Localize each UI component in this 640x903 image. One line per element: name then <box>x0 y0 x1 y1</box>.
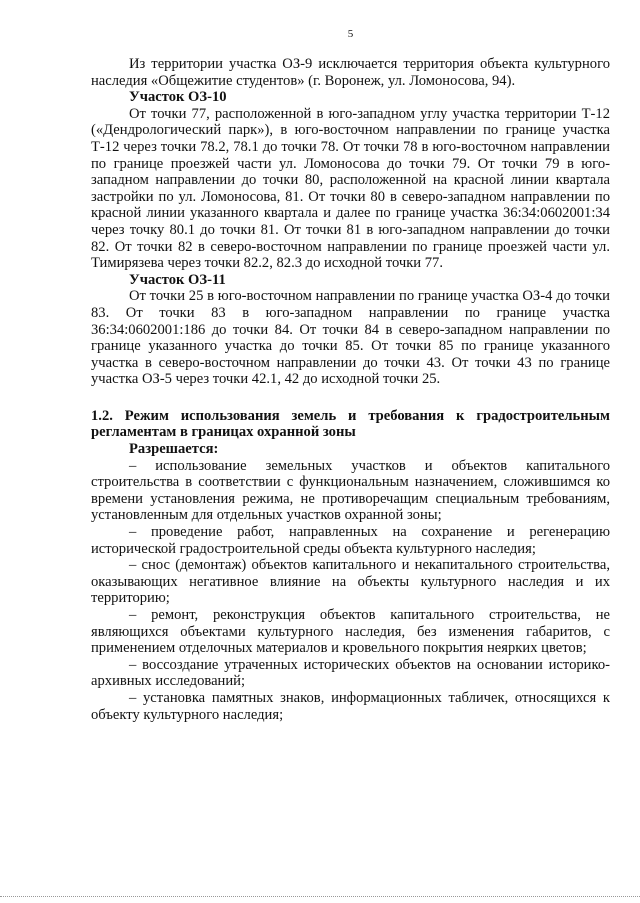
plot-oz11-text: От точки 25 в юго-восточном направлении по границе участка ОЗ-4 до точки 83. От точки 83 в юго-западном направлении по границе участка 36:34:0602001:186 до точки 84. От точки 84 в северо-западном направлении по границе указанного участка до точки 85. От точки 85 по границе указанного участка в северо-восточном направлении до точки 43. От точки 43 по границе участка ОЗ-5 через точки 42.1, 42 до исходной точки 25. <box>91 288 610 388</box>
bottom-rule <box>0 896 640 897</box>
plot-oz10-text: От точки 77, расположенной в юго-западном углу участка территории Т-12 («Дендрологический парк»), в юго-восточном направлении по границе участка Т-12 через точки 78.2, 78.1 до точки 78. От точки 78 в юго-восточном направлении по границе проезжей части ул. Ломоносова до точки 79. От точки 79 в юго-западном направлении до точки 80, расположенной на красной линии квартала застройки по ул. Ломоносова, 81. От точки 80 в северо-западном направлении по красной линии указанного квартала и далее по границе участка 36:34:0602001:34 через точку 80.1 до точки 81. От точки 81 в юго-западном направлении до точки 82. От точки 82 в северо-восточном направлении по границе проезжей части ул. Тимирязева через точки 82.2, 82.3 до исходной точки 77. <box>91 105 610 272</box>
allowed-item: – снос (демонтаж) объектов капитального и некапитального строительства, оказывающих негативное влияние на объекты культурного наследия и их территорию; <box>91 557 610 607</box>
plot-oz11-heading: Участок ОЗ-11 <box>129 271 226 288</box>
document-page <box>91 28 610 723</box>
allowed-item: – использование земельных участков и объектов капитального строительства в соответствии с функциональным назначением, сложившимся ко времени установления режима, не противоречащим специальным требованиям, установленным для отдельных участков охранной зоны; <box>91 457 610 524</box>
allowed-item: – воссоздание утраченных исторических объектов на основании историко-архивных исследований; <box>91 656 610 690</box>
intro-paragraph: Из территории участка ОЗ-9 исключается территория объекта культурного наследия «Общежитие студентов» (г. Воронеж, ул. Ломоносова, 94). <box>91 56 610 89</box>
allowed-item: – ремонт, реконструкция объектов капитального строительства, не являющихся объектами культурного наследия, без изменения габаритов, с применением отделочных материалов и кровельного покрытия неярких цветов; <box>91 607 610 657</box>
section-1-2-heading: 1.2. Режим использования земель и требования к градостроительным регламентам в границах охранной зоны <box>91 407 610 441</box>
section-gap <box>91 388 610 408</box>
plot-oz10-heading: Участок ОЗ-10 <box>129 89 227 106</box>
allowed-item: – установка памятных знаков, информационных табличек, относящихся к объекту культурного наследия; <box>91 689 610 723</box>
page-number: 5 <box>347 28 354 40</box>
allowed-item: – проведение работ, направленных на сохранение и регенерацию исторической градостроительной среды объекта культурного наследия; <box>91 524 610 557</box>
allowed-heading: Разрешается: <box>129 441 219 458</box>
